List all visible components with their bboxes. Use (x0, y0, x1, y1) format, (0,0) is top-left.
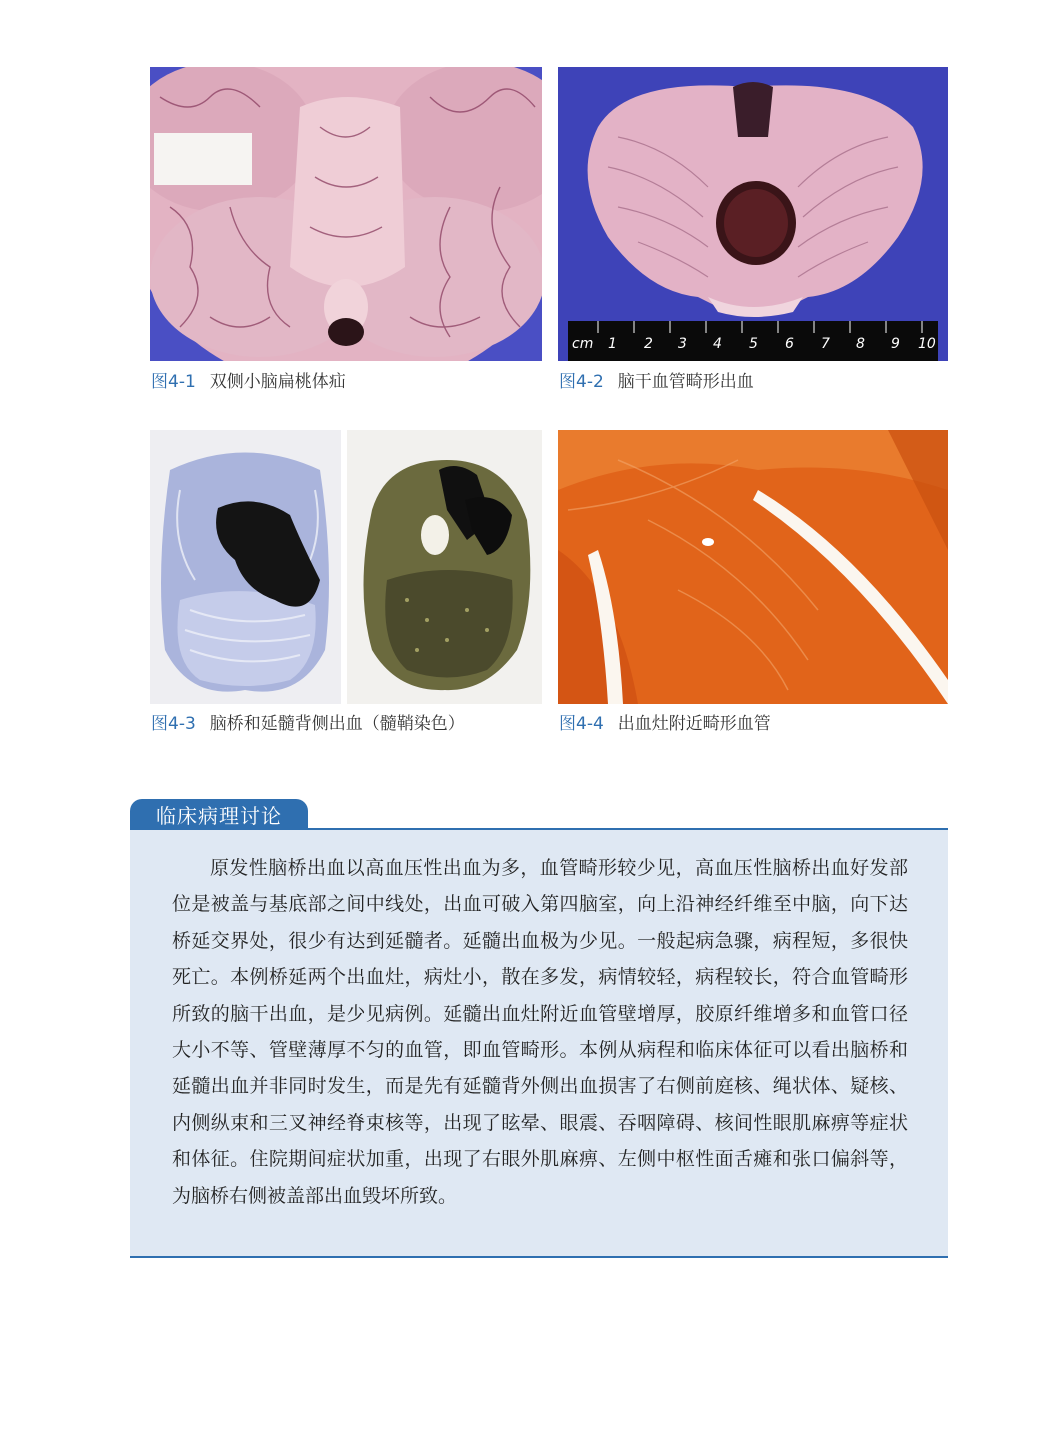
figure-4-2-title: 脑干血管畸形出血 (617, 372, 754, 392)
ruler-label-8: 8 (856, 336, 865, 352)
ruler-label-cm: cm (572, 336, 594, 352)
ruler-label-4: 4 (713, 336, 722, 352)
figure-4-2-caption (559, 371, 754, 393)
figure-4-3-number: 图4-3 (151, 714, 196, 734)
ruler-label-7: 7 (821, 336, 830, 352)
ruler-label-1: 1 (608, 336, 617, 352)
ruler-label-3: 3 (678, 336, 687, 352)
figure-4-1-title: 双侧小脑扁桃体疝 (209, 372, 346, 392)
figure-4-1-image (150, 67, 542, 361)
ruler-label-5: 5 (749, 336, 758, 352)
figure-4-2-number: 图4-2 (559, 372, 604, 392)
ruler-label-9: 9 (891, 336, 900, 352)
discussion-body: 原发性脑桥出血以高血压性出血为多，血管畸形较少见，高血压性脑桥出血好发部位是被盖与基底部之间中线处，出血可破入第四脑室，向上沿神经纤维至中脑，向下达桥延交界处，很少有达到延髓者。延髓出血极为少见。一般起病急骤，病程短，多很快死亡。本例桥延两个出血灶，病灶小，散在多发，病情较轻，病程较长，符合血管畸形所致的脑干出血，是少见病例。延髓出血灶附近血管壁增厚，胶原纤维增多和血管口径大小不等、管壁薄厚不匀的血管，即血管畸形。本例从病程和临床体征可以看出脑桥和延髓出血并非同时发生，而是先有延髓背外侧出血损害了右侧前庭核、绳状体、疑核、内侧纵束和三叉神经脊束核等，出现了眩晕、眼震、吞咽障碍、核间性眼肌麻痹等症状和体征。住院期间症状加重，出现了右眼外肌麻痹、左侧中枢性面舌瘫和张口偏斜等，为脑桥右侧被盖部出血毁坏所致。 (172, 857, 908, 1207)
figure-4-3-title: 脑桥和延髓背侧出血（髓鞘染色） (209, 714, 465, 734)
ruler-label-10: 10 (918, 336, 936, 352)
figure-4-3-caption (151, 713, 465, 735)
discussion-heading: 临床病理讨论 (130, 799, 308, 829)
figure-4-2-image (558, 67, 948, 361)
figure-4-3-image-left (150, 430, 341, 704)
figure-4-4-image (558, 430, 948, 704)
figure-4-4-number: 图4-4 (559, 714, 604, 734)
figure-4-3-image-right (347, 430, 542, 704)
figure-4-1-caption (151, 371, 346, 393)
figure-4-4-title: 出血灶附近畸形血管 (617, 714, 771, 734)
figure-4-1-number: 图4-1 (151, 372, 196, 392)
figure-4-4-caption (559, 713, 771, 735)
ruler-label-6: 6 (785, 336, 794, 352)
ruler-label-2: 2 (644, 336, 653, 352)
